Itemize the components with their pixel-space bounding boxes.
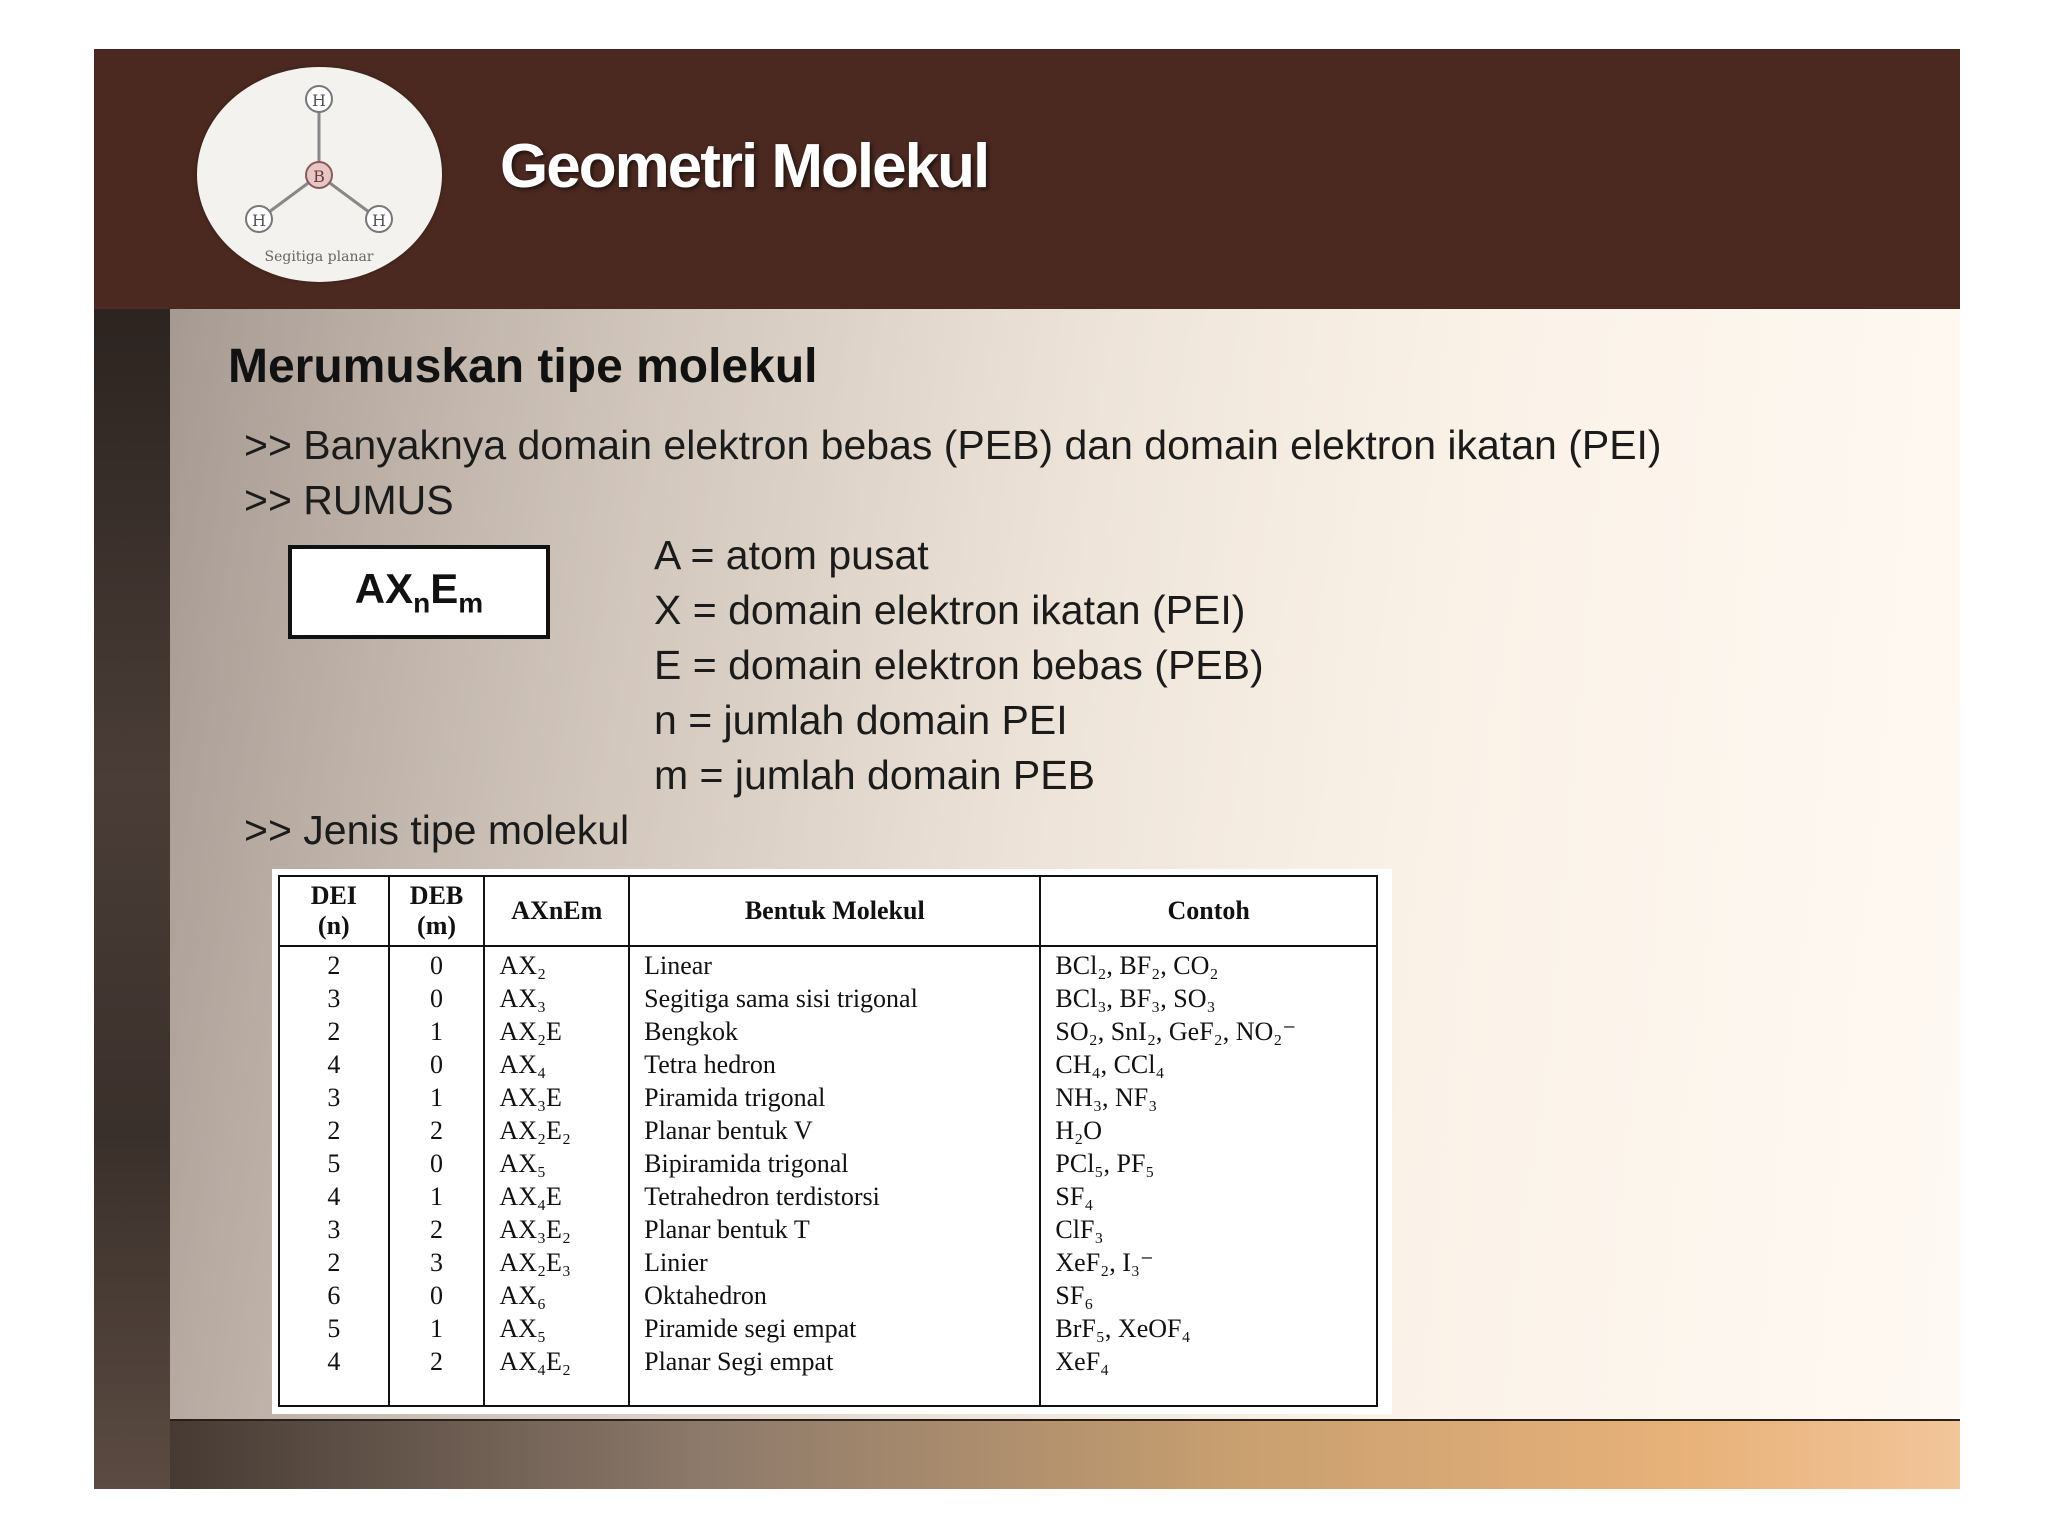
formula-subscript-m: m: [458, 587, 484, 619]
atom-label: H: [252, 211, 266, 230]
definition-x: X = domain elektron ikatan (PEI): [654, 587, 1246, 633]
cell-deb: 1: [389, 1180, 485, 1213]
cell-bentuk: Piramide segi empat: [629, 1312, 1040, 1345]
molecule-logo: [197, 67, 442, 282]
cell-dei: 6: [279, 1279, 389, 1312]
cell-dei: 4: [279, 1048, 389, 1081]
cell-dei: 2: [279, 1114, 389, 1147]
col-header-axnem: AXnEm: [484, 876, 629, 946]
table-header-row: [279, 876, 1377, 946]
cell-deb: 0: [389, 1048, 485, 1081]
definition-m: m = jumlah domain PEB: [654, 752, 1095, 798]
cell-contoh: XeF₂, I₃⁻: [1040, 1246, 1377, 1279]
cell-axnem: AX₅: [484, 1147, 629, 1180]
table-row: [279, 1015, 1377, 1048]
table-row: [279, 1048, 1377, 1081]
formula-box: [288, 545, 550, 639]
section-heading: Merumuskan tipe molekul: [228, 340, 818, 393]
cell-deb: 2: [389, 1114, 485, 1147]
cell-dei: 4: [279, 1180, 389, 1213]
empty-cell: [279, 1378, 389, 1406]
cell-axnem: AX₃E: [484, 1081, 629, 1114]
cell-contoh: CH₄, CCl₄: [1040, 1048, 1377, 1081]
cell-dei: 2: [279, 1015, 389, 1048]
cell-deb: 3: [389, 1246, 485, 1279]
empty-cell: [629, 1378, 1040, 1406]
table-row: [279, 946, 1377, 982]
cell-bentuk: Planar bentuk V: [629, 1114, 1040, 1147]
cell-dei: 4: [279, 1345, 389, 1378]
cell-contoh: PCl₅, PF₅: [1040, 1147, 1377, 1180]
cell-bentuk: Bengkok: [629, 1015, 1040, 1048]
cell-bentuk: Planar bentuk T: [629, 1213, 1040, 1246]
cell-deb: 0: [389, 946, 485, 982]
cell-bentuk: Linear: [629, 946, 1040, 982]
cell-contoh: BCl₃, BF₃, SO₃: [1040, 982, 1377, 1015]
cell-axnem: AX₄E: [484, 1180, 629, 1213]
table-row: [279, 1180, 1377, 1213]
cell-contoh: SF₄: [1040, 1180, 1377, 1213]
cell-deb: 2: [389, 1213, 485, 1246]
cell-contoh: BrF₅, XeOF₄: [1040, 1312, 1377, 1345]
trigonal-planar-molecule-icon: [197, 67, 442, 282]
cell-deb: 1: [389, 1015, 485, 1048]
cell-bentuk: Planar Segi empat: [629, 1345, 1040, 1378]
cell-dei: 3: [279, 1081, 389, 1114]
cell-axnem: AX₂E₃: [484, 1246, 629, 1279]
cell-bentuk: Piramida trigonal: [629, 1081, 1040, 1114]
cell-axnem: AX₄: [484, 1048, 629, 1081]
table-row: [279, 1114, 1377, 1147]
cell-bentuk: Linier: [629, 1246, 1040, 1279]
definition-n: n = jumlah domain PEI: [654, 697, 1068, 743]
formula-subscript-n: n: [413, 587, 431, 619]
cell-contoh: XeF₄: [1040, 1345, 1377, 1378]
cell-deb: 0: [389, 1147, 485, 1180]
col-header-dei: DEI (n): [279, 876, 389, 946]
cell-bentuk: Oktahedron: [629, 1279, 1040, 1312]
cell-deb: 0: [389, 982, 485, 1015]
bullet-rumus: >> RUMUS: [244, 477, 454, 523]
table-filler-row: [279, 1378, 1377, 1406]
cell-contoh: ClF₃: [1040, 1213, 1377, 1246]
cell-contoh: SO₂, SnI₂, GeF₂, NO₂⁻: [1040, 1015, 1377, 1048]
empty-cell: [1040, 1378, 1377, 1406]
cell-bentuk: Tetrahedron terdistorsi: [629, 1180, 1040, 1213]
cell-bentuk: Bipiramida trigonal: [629, 1147, 1040, 1180]
table-row: [279, 1345, 1377, 1378]
col-header-contoh: Contoh: [1040, 876, 1377, 946]
definition-a: A = atom pusat: [654, 532, 929, 578]
cell-bentuk: Segitiga sama sisi trigonal: [629, 982, 1040, 1015]
cell-contoh: BCl₂, BF₂, CO₂: [1040, 946, 1377, 982]
cell-dei: 5: [279, 1147, 389, 1180]
header-bar: [94, 49, 1960, 309]
table-body: [279, 946, 1377, 1406]
molecule-type-table-wrapper: [272, 869, 1392, 1414]
decorative-bottom-strip: [170, 1421, 1960, 1489]
atom-label: H: [312, 91, 326, 110]
cell-dei: 3: [279, 1213, 389, 1246]
cell-dei: 5: [279, 1312, 389, 1345]
definition-e: E = domain elektron bebas (PEB): [654, 642, 1264, 688]
cell-axnem: AX₂E₂: [484, 1114, 629, 1147]
cell-contoh: NH₃, NF₃: [1040, 1081, 1377, 1114]
col-header-deb: DEB (m): [389, 876, 485, 946]
cell-dei: 3: [279, 982, 389, 1015]
cell-axnem: AX₂: [484, 946, 629, 982]
atom-label: B: [313, 167, 325, 186]
cell-axnem: AX₆: [484, 1279, 629, 1312]
cell-deb: 1: [389, 1312, 485, 1345]
cell-contoh: H₂O: [1040, 1114, 1377, 1147]
molecule-type-table: [278, 875, 1378, 1407]
table-row: [279, 1246, 1377, 1279]
cell-deb: 2: [389, 1345, 485, 1378]
slide: [94, 49, 1960, 1489]
cell-bentuk: Tetra hedron: [629, 1048, 1040, 1081]
empty-cell: [389, 1378, 485, 1406]
cell-axnem: AX₄E₂: [484, 1345, 629, 1378]
cell-axnem: AX₃E₂: [484, 1213, 629, 1246]
cell-dei: 2: [279, 1246, 389, 1279]
table-row: [279, 1081, 1377, 1114]
cell-axnem: AX₃: [484, 982, 629, 1015]
cell-axnem: AX₂E: [484, 1015, 629, 1048]
table-row: [279, 1147, 1377, 1180]
atom-label: H: [372, 211, 386, 230]
table-row: [279, 1312, 1377, 1345]
cell-deb: 0: [389, 1279, 485, 1312]
bullet-jenis-tipe: >> Jenis tipe molekul: [244, 807, 630, 853]
formula: [292, 565, 546, 619]
cell-axnem: AX₅: [484, 1312, 629, 1345]
empty-cell: [484, 1378, 629, 1406]
table-row: [279, 982, 1377, 1015]
logo-caption: Segitiga planar: [264, 249, 374, 265]
table-row: [279, 1213, 1377, 1246]
page-title: Geometri Molekul: [500, 132, 989, 201]
bullet-domain-description: >> Banyaknya domain elektron bebas (PEB) dan domain elektron ikatan (PEI): [244, 422, 1662, 468]
col-header-bentuk: Bentuk Molekul: [629, 876, 1040, 946]
table-row: [279, 1279, 1377, 1312]
cell-contoh: SF₆: [1040, 1279, 1377, 1312]
cell-deb: 1: [389, 1081, 485, 1114]
decorative-left-band: [94, 309, 170, 1489]
formula-base: AX: [354, 565, 414, 612]
cell-dei: 2: [279, 946, 389, 982]
formula-e: E: [430, 565, 459, 612]
